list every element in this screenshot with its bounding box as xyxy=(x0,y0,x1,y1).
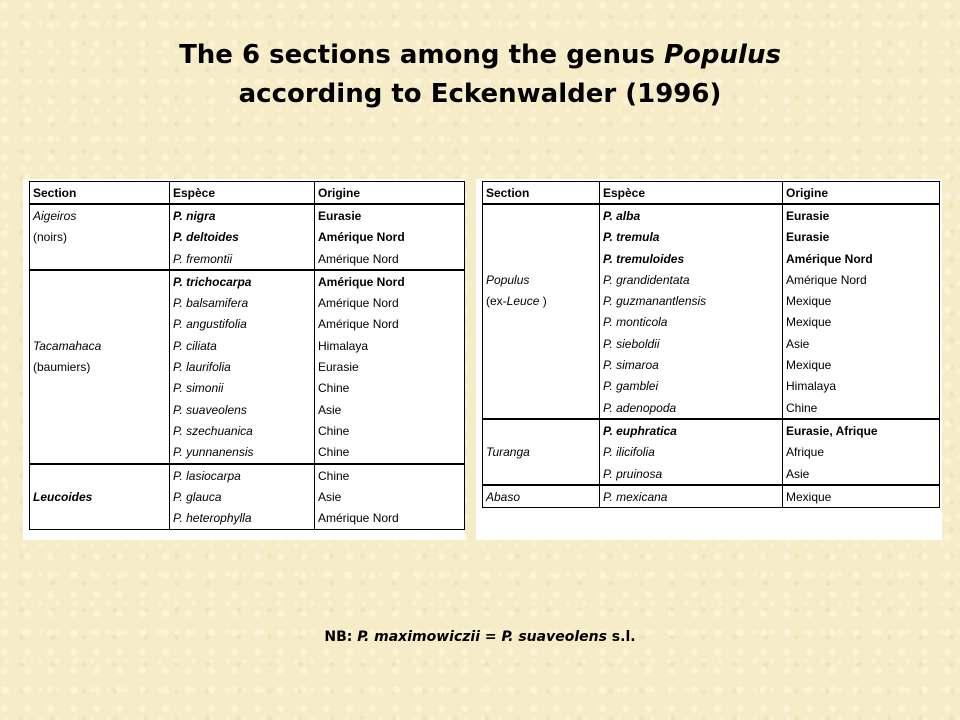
origin-cell: Amérique Nord xyxy=(315,248,465,270)
species-cell: P. monticola xyxy=(600,312,783,333)
header-section: Section xyxy=(483,182,600,205)
origin-cell: Eurasie xyxy=(315,204,465,226)
species-cell: P. trichocarpa xyxy=(170,270,315,292)
table-row xyxy=(483,419,940,441)
origin-cell: Mexique xyxy=(783,312,940,333)
empty-cell xyxy=(483,312,600,333)
species-cell: P. szechuanica xyxy=(170,420,315,441)
species-cell: P. gamblei xyxy=(600,376,783,397)
table-row xyxy=(483,376,940,397)
header-section: Section xyxy=(30,182,170,205)
species-cell: P. simaroa xyxy=(600,354,783,375)
table-row xyxy=(483,290,940,311)
table-row xyxy=(483,485,940,508)
origin-cell: Eurasie xyxy=(783,204,940,226)
origin-cell: Chine xyxy=(315,442,465,464)
empty-cell xyxy=(483,419,600,441)
left-table-panel xyxy=(23,179,465,540)
empty-cell xyxy=(30,248,170,270)
table-row xyxy=(483,269,940,290)
empty-cell xyxy=(30,507,170,529)
table-row xyxy=(30,378,465,399)
empty-cell xyxy=(30,420,170,441)
note-suffix: s.l. xyxy=(606,629,636,645)
species-cell: P. heterophylla xyxy=(170,507,315,529)
right-species-table xyxy=(482,181,940,508)
table-row xyxy=(483,333,940,354)
header-origine: Origine xyxy=(783,182,940,205)
species-cell: P. yunnanensis xyxy=(170,442,315,464)
empty-cell xyxy=(483,354,600,375)
table-header-row xyxy=(483,182,940,205)
empty-cell xyxy=(30,314,170,335)
origin-cell: Amérique Nord xyxy=(783,248,940,269)
empty-cell xyxy=(483,397,600,419)
empty-cell xyxy=(483,204,600,226)
right-table-panel xyxy=(476,179,942,540)
header-espece: Espèce xyxy=(170,182,315,205)
note-equals: = xyxy=(480,629,502,645)
section-name: Leucoides xyxy=(30,486,170,507)
table-row xyxy=(30,356,465,377)
species-cell: P. balsamifera xyxy=(170,292,315,313)
species-cell: P. mexicana xyxy=(600,485,783,508)
empty-cell xyxy=(30,442,170,464)
table-row xyxy=(30,507,465,529)
species-cell: P. angustifolia xyxy=(170,314,315,335)
title-genus: Populus xyxy=(664,40,781,70)
origin-cell: Asie xyxy=(783,463,940,485)
section-common-name: (baumiers) xyxy=(30,356,170,377)
empty-cell xyxy=(483,333,600,354)
common-name: Leuce xyxy=(506,294,540,309)
table-row xyxy=(30,420,465,441)
empty-cell xyxy=(483,376,600,397)
origin-cell: Chine xyxy=(315,464,465,486)
origin-cell: Amérique Nord xyxy=(315,314,465,335)
table-row xyxy=(483,227,940,248)
table-row xyxy=(483,312,940,333)
species-cell: P. grandidentata xyxy=(600,269,783,290)
table-row xyxy=(30,248,465,270)
origin-cell: Mexique xyxy=(783,354,940,375)
species-cell: P. laurifolia xyxy=(170,356,315,377)
origin-cell: Mexique xyxy=(783,485,940,508)
origin-cell: Himalaya xyxy=(783,376,940,397)
origin-cell: Mexique xyxy=(783,290,940,311)
title-line-1 xyxy=(0,36,960,75)
table-row xyxy=(483,248,940,269)
origin-cell: Amérique Nord xyxy=(783,269,940,290)
origin-cell: Eurasie xyxy=(315,356,465,377)
species-cell: P. ilicifolia xyxy=(600,442,783,463)
empty-cell xyxy=(483,248,600,269)
common-suffix: ) xyxy=(539,294,547,309)
origin-cell: Asie xyxy=(315,399,465,420)
species-cell: P. glauca xyxy=(170,486,315,507)
species-cell: P. deltoides xyxy=(170,227,315,248)
table-row xyxy=(30,292,465,313)
common-prefix: (ex- xyxy=(486,294,507,309)
title-text: The 6 sections among the genus xyxy=(179,40,664,70)
section-name: Turanga xyxy=(483,442,600,463)
section-name: Tacamahaca xyxy=(30,335,170,356)
origin-cell: Eurasie, Afrique xyxy=(783,419,940,441)
species-cell: P. simonii xyxy=(170,378,315,399)
species-cell: P. fremontii xyxy=(170,248,315,270)
section-name: Abaso xyxy=(483,485,600,508)
table-row xyxy=(30,227,465,248)
origin-cell: Amérique Nord xyxy=(315,270,465,292)
title-line-2: according to Eckenwalder (1996) xyxy=(238,79,722,109)
species-cell: P. sieboldii xyxy=(600,333,783,354)
table-row xyxy=(483,204,940,226)
species-cell: P. adenopoda xyxy=(600,397,783,419)
empty-cell xyxy=(30,464,170,486)
table-row xyxy=(30,335,465,356)
origin-cell: Asie xyxy=(783,333,940,354)
species-cell: P. suaveolens xyxy=(170,399,315,420)
species-cell: P. euphratica xyxy=(600,419,783,441)
origin-cell: Eurasie xyxy=(783,227,940,248)
species-cell: P. nigra xyxy=(170,204,315,226)
table-row xyxy=(30,204,465,226)
table-row xyxy=(30,486,465,507)
empty-cell xyxy=(30,378,170,399)
table-row xyxy=(483,463,940,485)
species-cell: P. alba xyxy=(600,204,783,226)
section-name: Aigeiros xyxy=(30,204,170,226)
empty-cell xyxy=(30,399,170,420)
origin-cell: Afrique xyxy=(783,442,940,463)
table-row xyxy=(30,464,465,486)
footnote xyxy=(0,629,960,645)
origin-cell: Himalaya xyxy=(315,335,465,356)
table-row xyxy=(30,270,465,292)
header-origine: Origine xyxy=(315,182,465,205)
empty-cell xyxy=(30,292,170,313)
left-species-table xyxy=(29,181,465,530)
origin-cell: Amérique Nord xyxy=(315,292,465,313)
empty-cell xyxy=(483,463,600,485)
species-cell: P. ciliata xyxy=(170,335,315,356)
origin-cell: Asie xyxy=(315,486,465,507)
origin-cell: Chine xyxy=(315,420,465,441)
page-title xyxy=(0,36,960,114)
table-row xyxy=(30,442,465,464)
species-cell: P. lasiocarpa xyxy=(170,464,315,486)
origin-cell: Chine xyxy=(315,378,465,399)
table-row xyxy=(483,442,940,463)
species-cell: P. pruinosa xyxy=(600,463,783,485)
note-prefix: NB: xyxy=(324,629,358,645)
species-cell: P. guzmanantlensis xyxy=(600,290,783,311)
species-cell: P. tremuloides xyxy=(600,248,783,269)
section-common-name xyxy=(483,290,600,311)
table-row xyxy=(483,397,940,419)
origin-cell: Amérique Nord xyxy=(315,227,465,248)
species-cell: P. tremula xyxy=(600,227,783,248)
empty-cell xyxy=(30,270,170,292)
origin-cell: Chine xyxy=(783,397,940,419)
empty-cell xyxy=(483,227,600,248)
table-row xyxy=(30,399,465,420)
origin-cell: Amérique Nord xyxy=(315,507,465,529)
section-name: Populus xyxy=(483,269,600,290)
note-species-b: P. suaveolens xyxy=(501,629,607,645)
section-common-name: (noirs) xyxy=(30,227,170,248)
table-row xyxy=(30,314,465,335)
table-header-row xyxy=(30,182,465,205)
note-species-a: P. maximowiczii xyxy=(357,629,480,645)
table-row xyxy=(483,354,940,375)
header-espece: Espèce xyxy=(600,182,783,205)
